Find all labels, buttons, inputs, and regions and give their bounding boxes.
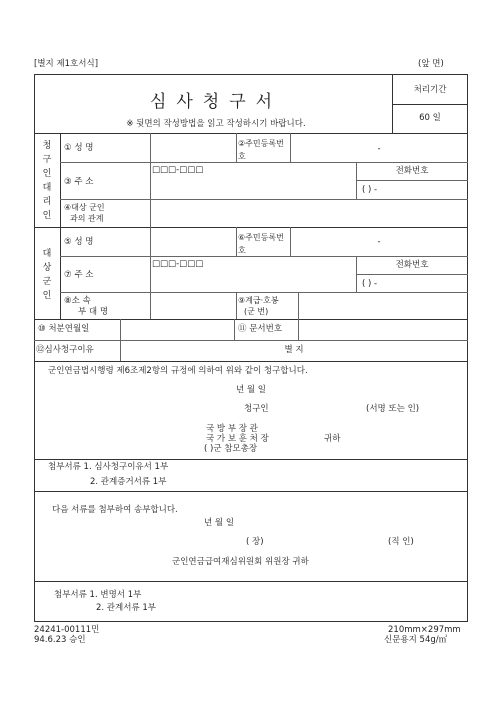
subject-address-field[interactable]: □□□-□□□ bbox=[152, 259, 204, 269]
claimant-signature-label: 청구인 bbox=[244, 404, 269, 414]
claimant-group-label: 청구인대리인 bbox=[42, 141, 52, 221]
attachment-2-item-2: 2. 관계서류 1부 bbox=[96, 603, 156, 613]
claimant-address-field[interactable]: □□□-□□□ bbox=[152, 165, 204, 175]
subject-rank-field[interactable] bbox=[300, 294, 466, 317]
form-code: 24241-00111민 bbox=[34, 625, 100, 635]
subject-group-label: 대상군인 bbox=[42, 249, 52, 301]
declaration-text: 군인연금법시행령 제6조제2항의 규정에 의하여 위와 같이 청구합니다. bbox=[48, 366, 308, 376]
claim-reason-label: ⑫심사청구이유 bbox=[36, 345, 94, 355]
claimant-relation-label-1: ④대상 군인 bbox=[64, 203, 105, 212]
subject-unit-label-2: 부 대 명 bbox=[78, 307, 109, 317]
recipient-line-2: 국 가 보 훈 처 장 bbox=[206, 434, 269, 444]
document-number-label: ⑪ 문서번호 bbox=[238, 324, 283, 334]
attachment-2-item-1: 첨부서류 1. 변명서 1부 bbox=[54, 590, 142, 600]
claimant-name-field[interactable] bbox=[152, 136, 234, 160]
paper-type: 신문용지 54g/㎡ bbox=[384, 635, 448, 645]
claimant-rrn-field[interactable]: - bbox=[377, 144, 381, 154]
attachment-1-item-1: 첨부서류 1. 심사청구이유서 1부 bbox=[48, 462, 169, 472]
recipient-line-1: 국 방 부 장 관 bbox=[206, 424, 258, 434]
form-id: [별지 제1호서식] bbox=[34, 59, 99, 69]
form-note: ※ 뒷면의 작성방법을 읽고 작성하시기 바랍니다. bbox=[126, 119, 306, 129]
subject-name-field[interactable] bbox=[152, 230, 234, 254]
claimant-relation-label-2: 과의 관계 bbox=[70, 214, 104, 223]
page-side: (앞 면) bbox=[418, 59, 444, 69]
receipt-text: 다음 서류를 첨부하여 송부합니다. bbox=[52, 505, 178, 515]
document-number-field[interactable] bbox=[300, 320, 466, 339]
approval-date: 94.6.23 승인 bbox=[34, 635, 86, 645]
claimant-phone-field[interactable]: ( ) - bbox=[362, 185, 378, 195]
subject-rank-label-1: ⑨계급·호봉 bbox=[238, 296, 279, 305]
claimant-name-label: ① 성 명 bbox=[64, 143, 94, 153]
receipt-recipient: 군인연금급여재심위원회 위원장 귀하 bbox=[172, 557, 309, 567]
processing-period-value: 60 일 bbox=[419, 113, 441, 123]
subject-name-label: ⑤ 성 명 bbox=[64, 237, 94, 247]
subject-phone-label: 전화번호 bbox=[395, 260, 429, 270]
claimant-address-label: ③ 주 소 bbox=[64, 177, 94, 187]
subject-unit-label-1: ⑧소 속 bbox=[64, 296, 91, 306]
form-title: 심사청구서 bbox=[149, 92, 283, 112]
claimant-rrn-label: ②주민등록번호 bbox=[238, 139, 284, 161]
disposition-date-field[interactable] bbox=[122, 320, 232, 339]
disposition-date-label: ⑩ 처분연월일 bbox=[38, 324, 90, 334]
claimant-phone-label: 전화번호 bbox=[395, 166, 429, 176]
claim-reason-field[interactable]: 별 지 bbox=[284, 345, 304, 355]
paper-size: 210mm×297mm bbox=[388, 625, 461, 635]
receipt-seal: (직 인) bbox=[388, 537, 414, 547]
recipient-honorific: 귀하 bbox=[324, 434, 341, 444]
claimant-relation-field[interactable] bbox=[152, 201, 466, 225]
processing-period-label: 처리기간 bbox=[413, 85, 447, 95]
subject-phone-field[interactable]: ( ) - bbox=[362, 279, 378, 289]
subject-rank-label-2: (군 번) bbox=[244, 307, 269, 316]
attachment-1-item-2: 2. 관계증거서류 1부 bbox=[90, 477, 167, 487]
subject-rrn-label: ⑥주민등록번호 bbox=[238, 233, 284, 255]
declaration-date[interactable]: 년 월 일 bbox=[235, 385, 267, 395]
subject-unit-field[interactable] bbox=[152, 294, 234, 317]
receipt-date[interactable]: 년 월 일 bbox=[204, 518, 235, 528]
recipient-line-3: ( )군 참모총장 bbox=[204, 444, 258, 454]
subject-rrn-field[interactable]: - bbox=[377, 237, 381, 247]
claimant-signature-field[interactable]: (서명 또는 인) bbox=[366, 404, 420, 414]
receipt-office[interactable]: ( 장) bbox=[246, 537, 264, 547]
subject-address-label: ⑦ 주 소 bbox=[64, 270, 94, 280]
